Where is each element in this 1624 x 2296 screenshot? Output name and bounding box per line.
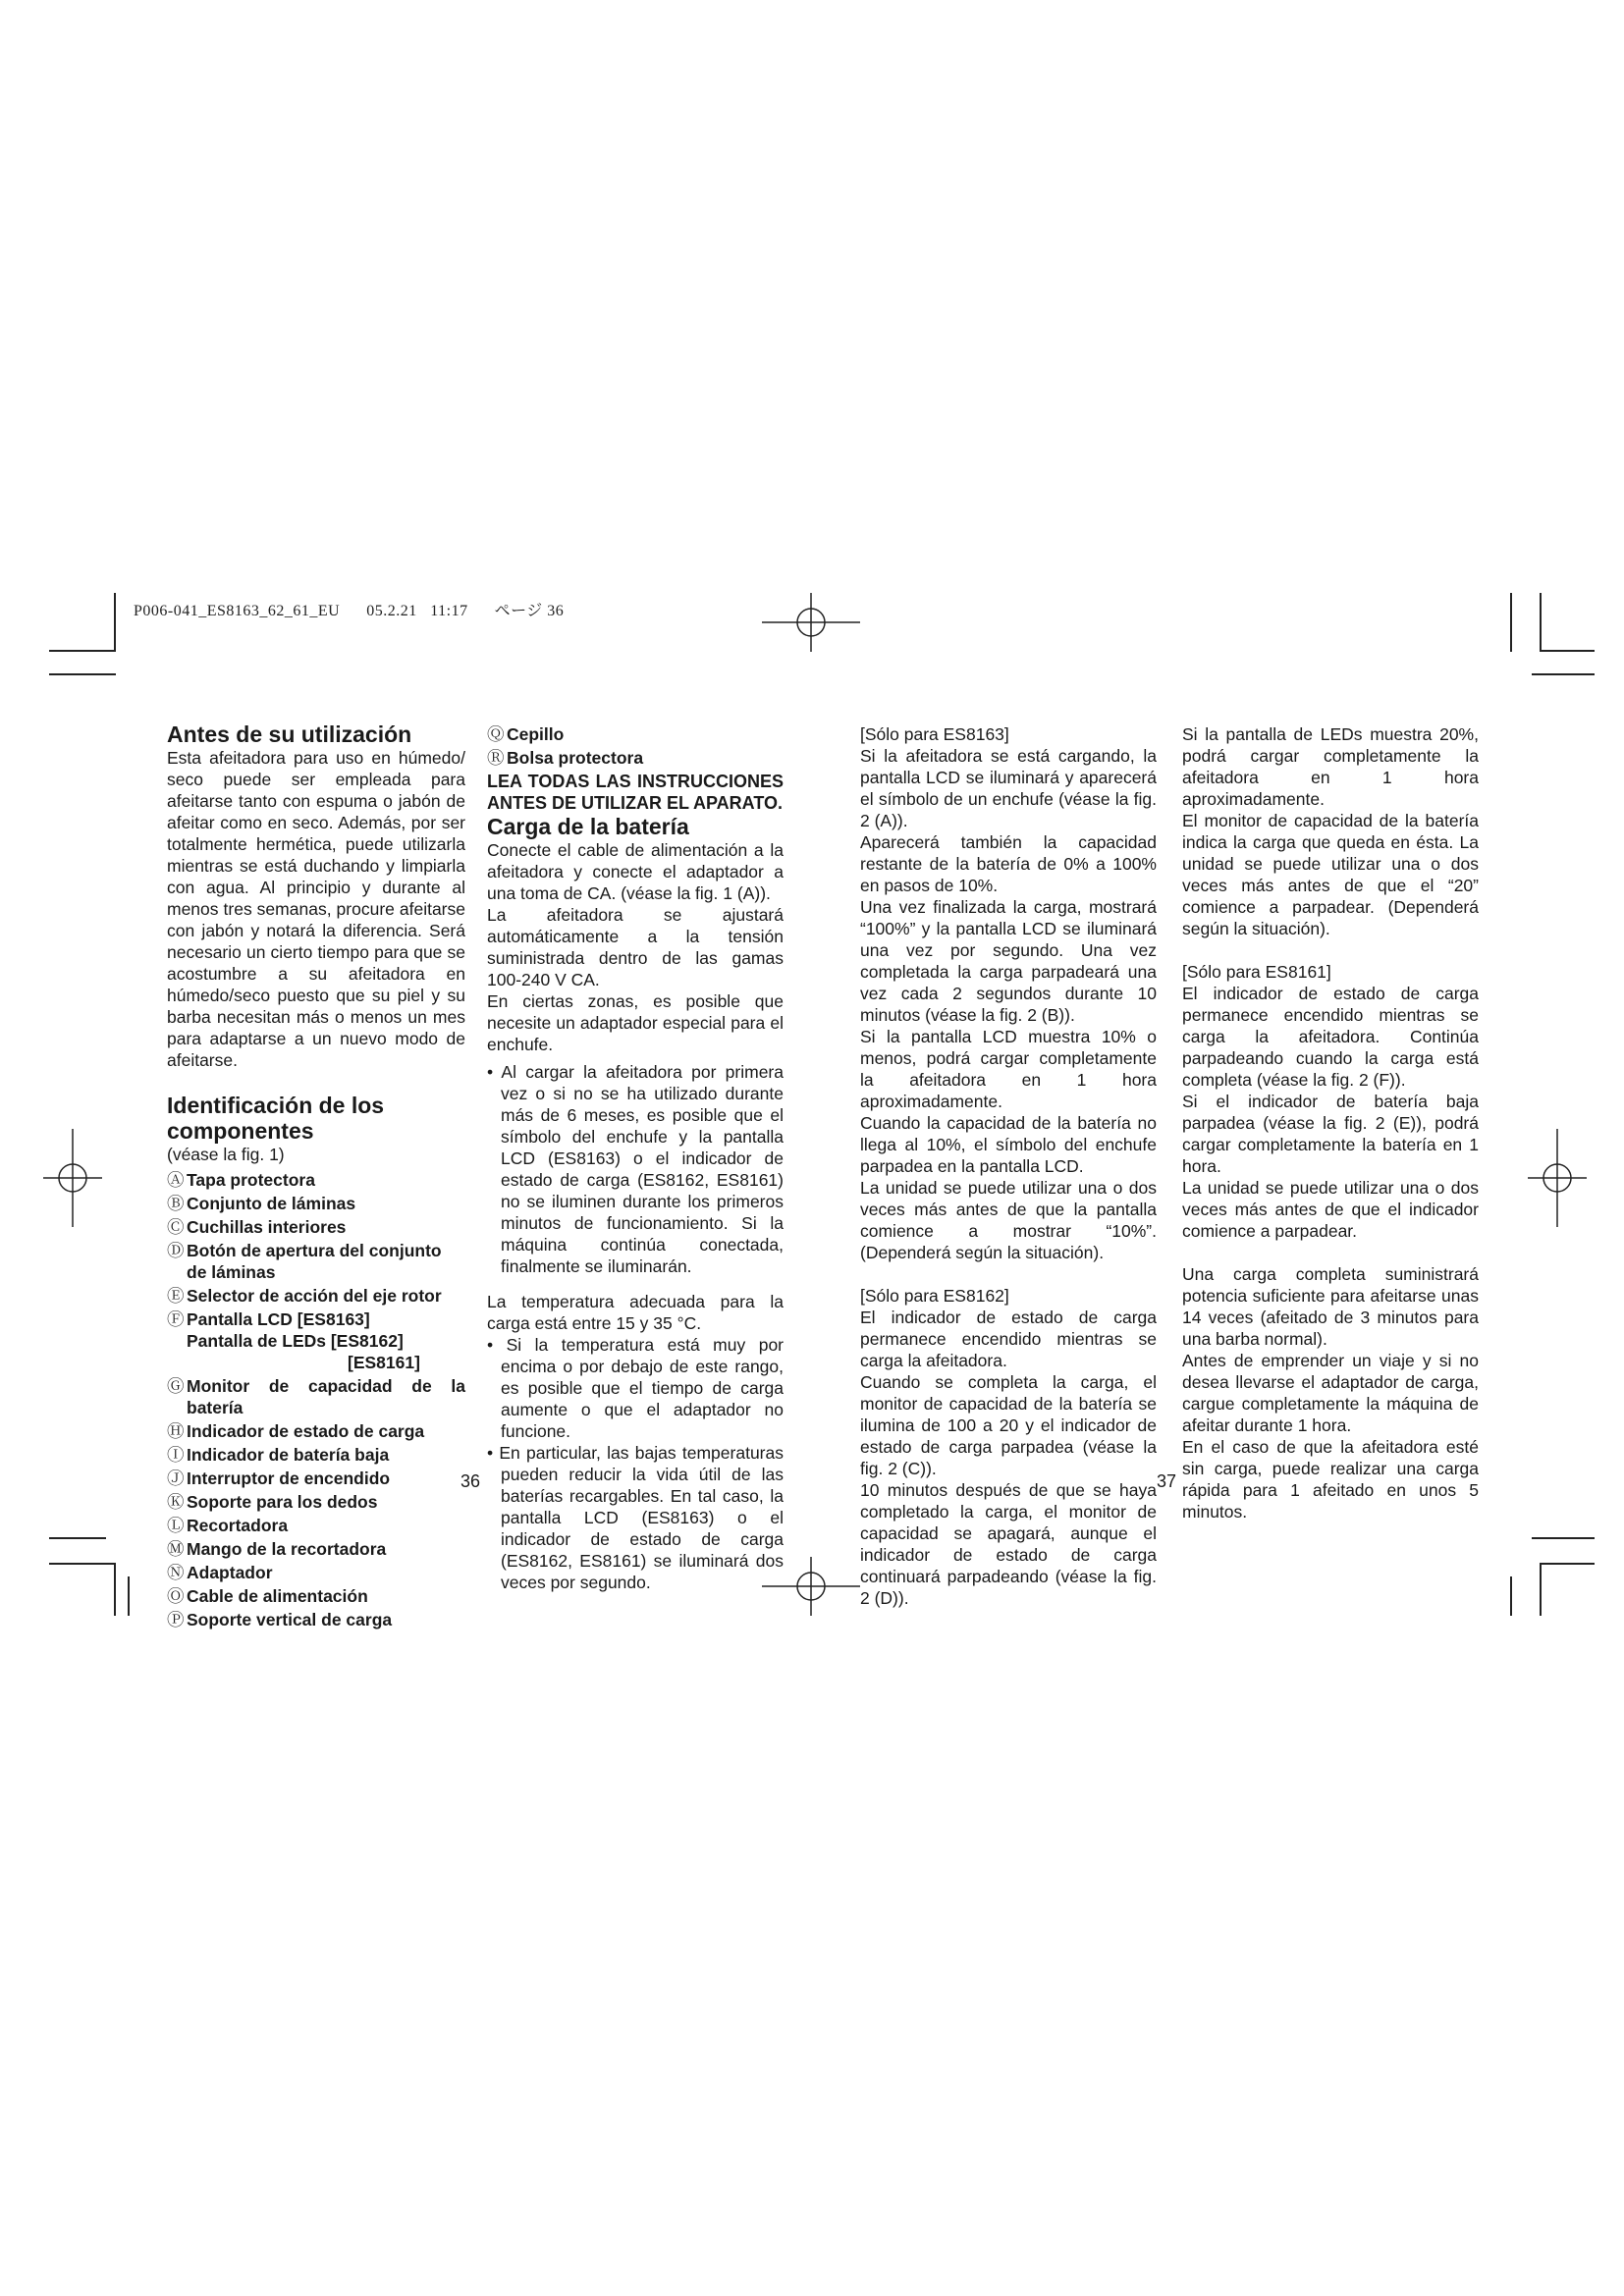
col4-para1: Si la pantalla de LEDs muestra 20%, podrá cargar completamente la afeitadora en 1 hora aproximadamente. (1182, 724, 1479, 809)
col4-para3: El indicador de estado de carga permanece encendido mientras se carga la afeitadora. Continúa parpadeando cuando la carga está completa (véase la fig. 2 (F)). (1182, 984, 1479, 1090)
section-es8163-title: [Sólo para ES8163] (860, 724, 1009, 744)
component-item: Ⓠ Cepillo (487, 724, 565, 744)
heading-antes: Antes de su utilización (167, 721, 412, 747)
crop-mark (1540, 1563, 1595, 1565)
section-es8161-title: [Sólo para ES8161] (1182, 962, 1331, 982)
intro-paragraph: Esta afeitadora para uso en húmedo/ seco puede ser empleada para afeitarse tanto con espuma o jabón de afeitar como en seco. Además, por ser totalmente hermética, puede utilizarla mientras se está duchando y limpiarla con agua. Al principio y durante al menos tres semanas, procure afeitarse con jabón y notará la diferencia. Será necesario un cierto tiempo para que se acostumbre a su afeitadora en húmedo/seco puesto que su piel y su barba necesitan más o menos un mes para adaptarse a un nuevo modo de afeitarse. (167, 748, 465, 1070)
crop-mark (114, 1563, 116, 1616)
carga-para3: En ciertas zonas, es posible que necesite un adaptador especial para el enchufe. (487, 991, 784, 1054)
crop-mark (49, 673, 116, 675)
print-header (134, 598, 564, 620)
es8162-para3: 10 minutos después de que se haya completado la carga, el monitor de capacidad se apagará, aunque el indicador de estado de carga continuará parpadeando (véase la fig. 2 (D)). (860, 1480, 1157, 1608)
col4-para4: Si el indicador de batería baja parpadea (véase la fig. 2 (E)), podrá cargar completamente la batería en 1 hora. (1182, 1092, 1479, 1176)
es8163-para6: La unidad se puede utilizar una o dos veces más antes de que la pantalla comience a mostrar “10%”. (Dependerá según la situación). (860, 1178, 1157, 1262)
component-item: Ⓘ Indicador de batería baja (167, 1445, 390, 1465)
page-number-right: 37 (1157, 1471, 1177, 1491)
registration-mark (762, 593, 860, 652)
column-2 (487, 723, 784, 1593)
crop-mark (1540, 593, 1542, 652)
crop-mark (1532, 673, 1595, 675)
component-item: Ⓒ Cuchillas interiores (167, 1217, 347, 1237)
crop-mark (1532, 1537, 1595, 1539)
col4-para5: La unidad se puede utilizar una o dos veces más antes de que el indicador comience a parpadear. (1182, 1178, 1479, 1241)
header-date: 05.2.21 (366, 603, 417, 619)
carga-bullet-1: • Al cargar la afeitadora por primera vez o si no se ha utilizado durante más de 6 meses, es posible que el símbolo del enchufe y la pantalla LCD (ES8163) o el indicador de estado de carga (ES8162, ES8161) no se iluminen durante los primeros minutos de funcionamiento. Si la máquina continúa conectada, finalmente se iluminarán. (487, 1062, 784, 1276)
page-number-left: 36 (460, 1471, 481, 1491)
crop-mark (49, 1563, 116, 1565)
component-item: Ⓞ Cable de alimentación (167, 1586, 368, 1606)
es8162-para1: El indicador de estado de carga permanece encendido mientras se carga la afeitadora. (860, 1308, 1157, 1370)
component-item: Ⓡ Bolsa protectora (487, 748, 644, 768)
crop-mark (114, 593, 116, 652)
component-item: Ⓚ Soporte para los dedos (167, 1492, 378, 1512)
components-list (167, 1169, 465, 1630)
es8162-para2: Cuando se completa la carga, el monitor de capacidad de la batería se ilumina de 100 a 20 y el indicador de estado de carga parpadea (véase la fig. 2 (C)). (860, 1372, 1157, 1478)
es8163-para3: Una vez finalizada la carga, mostrará “100%” y la pantalla LCD se iluminará una vez por segundo. Una vez completada la carga parpadeará una vez cada 2 segundos durante 10 minutos (véase la fig. 2 (B)). (860, 897, 1157, 1025)
crop-mark (1540, 1563, 1542, 1616)
crop-mark (1540, 650, 1595, 652)
section-es8162-title: [Sólo para ES8162] (860, 1286, 1009, 1306)
column-3 (860, 723, 1157, 1609)
header-page-label: ページ 36 (494, 603, 565, 619)
carga-para2: La afeitadora se ajustará automáticamente a la tensión suministrada dentro de las gamas 100-240 V CA. (487, 905, 784, 989)
see-fig-1: (véase la fig. 1) (167, 1145, 285, 1164)
component-item: Ⓓ Botón de apertura del conjunto de láminas (167, 1241, 442, 1282)
component-f-line2: Pantalla de LEDs [ES8162] (187, 1331, 404, 1351)
es8163-para1: Si la afeitadora se está cargando, la pantalla LCD se iluminará y aparecerá el símbolo de un enchufe (véase la fig. 2 (A)). (860, 746, 1157, 830)
carga-para4: La temperatura adecuada para la carga está entre 15 y 35 °C. (487, 1292, 784, 1333)
component-item: Ⓗ Indicador de estado de carga (167, 1421, 425, 1441)
col4-para8: En el caso de que la afeitadora esté sin carga, puede realizar una carga rápida para 1 afeitado en unos 5 minutos. (1182, 1437, 1479, 1522)
col4-para2: El monitor de capacidad de la batería indica la carga que queda en ésta. La unidad se puede utilizar una o dos veces más antes de que el “20” comience a parpadear. (Dependerá según la situación). (1182, 811, 1479, 938)
crop-mark (1510, 593, 1512, 652)
column-4 (1182, 723, 1479, 1522)
warning-text: LEA TODAS LAS INSTRUCCIONES ANTES DE UTILIZAR EL APARATO. (487, 772, 784, 813)
es8163-para2: Aparecerá también la capacidad restante de la batería de 0% a 100% en pasos de 10%. (860, 832, 1157, 895)
carga-bullet-3: • En particular, las bajas temperaturas pueden reducir la vida útil de las baterías recargables. En tal caso, la pantalla LCD (ES8163) o el indicador de estado de carga (ES8162, ES8161) se iluminará dos veces por segundo. (487, 1443, 784, 1592)
component-item: Ⓑ Conjunto de láminas (167, 1194, 356, 1213)
component-item: Ⓛ Recortadora (167, 1516, 289, 1535)
crop-mark (1510, 1576, 1512, 1616)
component-item: Ⓝ Adaptador (167, 1563, 273, 1582)
column-1 (167, 721, 465, 1632)
crop-mark (128, 1576, 130, 1616)
component-item: Ⓜ Mango de la recortadora (167, 1539, 387, 1559)
col4-para7: Antes de emprender un viaje y si no desea llevarse el adaptador de carga, cargue completamente la máquina de afeitar durante 1 hora. (1182, 1351, 1479, 1435)
heading-identificacion: Identificación de los componentes (167, 1093, 385, 1144)
component-item: Ⓙ Interruptor de encendido (167, 1468, 391, 1488)
component-item: Ⓖ Monitor de capacidad de la batería (167, 1376, 465, 1417)
es8163-para4: Si la pantalla LCD muestra 10% o menos, podrá cargar completamente la afeitadora en 1 hora aproximadamente. (860, 1027, 1157, 1111)
component-item: Ⓕ Pantalla LCD [ES8163] Pantalla de LEDs [ES8162] [ES8161] (167, 1308, 465, 1373)
header-time: 11:17 (430, 603, 468, 619)
component-item: Ⓔ Selector de acción del eje rotor (167, 1286, 442, 1306)
component-item: Ⓐ Tapa protectora (167, 1170, 315, 1190)
registration-mark (1528, 1129, 1587, 1227)
component-item: Ⓟ Soporte vertical de carga (167, 1610, 393, 1629)
carga-para1: Conecte el cable de alimentación a la afeitadora y conecte el adaptador a una toma de CA. (véase la fig. 1 (A)). (487, 840, 784, 903)
component-f-line3: [ES8161] (348, 1353, 420, 1372)
registration-mark (43, 1129, 102, 1227)
header-file: P006-041_ES8163_62_61_EU (134, 603, 341, 619)
heading-carga: Carga de la batería (487, 814, 689, 839)
crop-mark (49, 1537, 106, 1539)
carga-bullet-2: • Si la temperatura está muy por encima o por debajo de este rango, es posible que el tiempo de carga aumente o que el adaptador no funcione. (487, 1335, 784, 1441)
col4-para6: Una carga completa suministrará potencia suficiente para afeitarse unas 14 veces (afeitado de 3 minutos para una barba normal). (1182, 1264, 1479, 1349)
es8163-para5: Cuando la capacidad de la batería no llega al 10%, el símbolo del enchufe parpadea en la pantalla LCD. (860, 1113, 1157, 1176)
crop-mark (49, 650, 116, 652)
